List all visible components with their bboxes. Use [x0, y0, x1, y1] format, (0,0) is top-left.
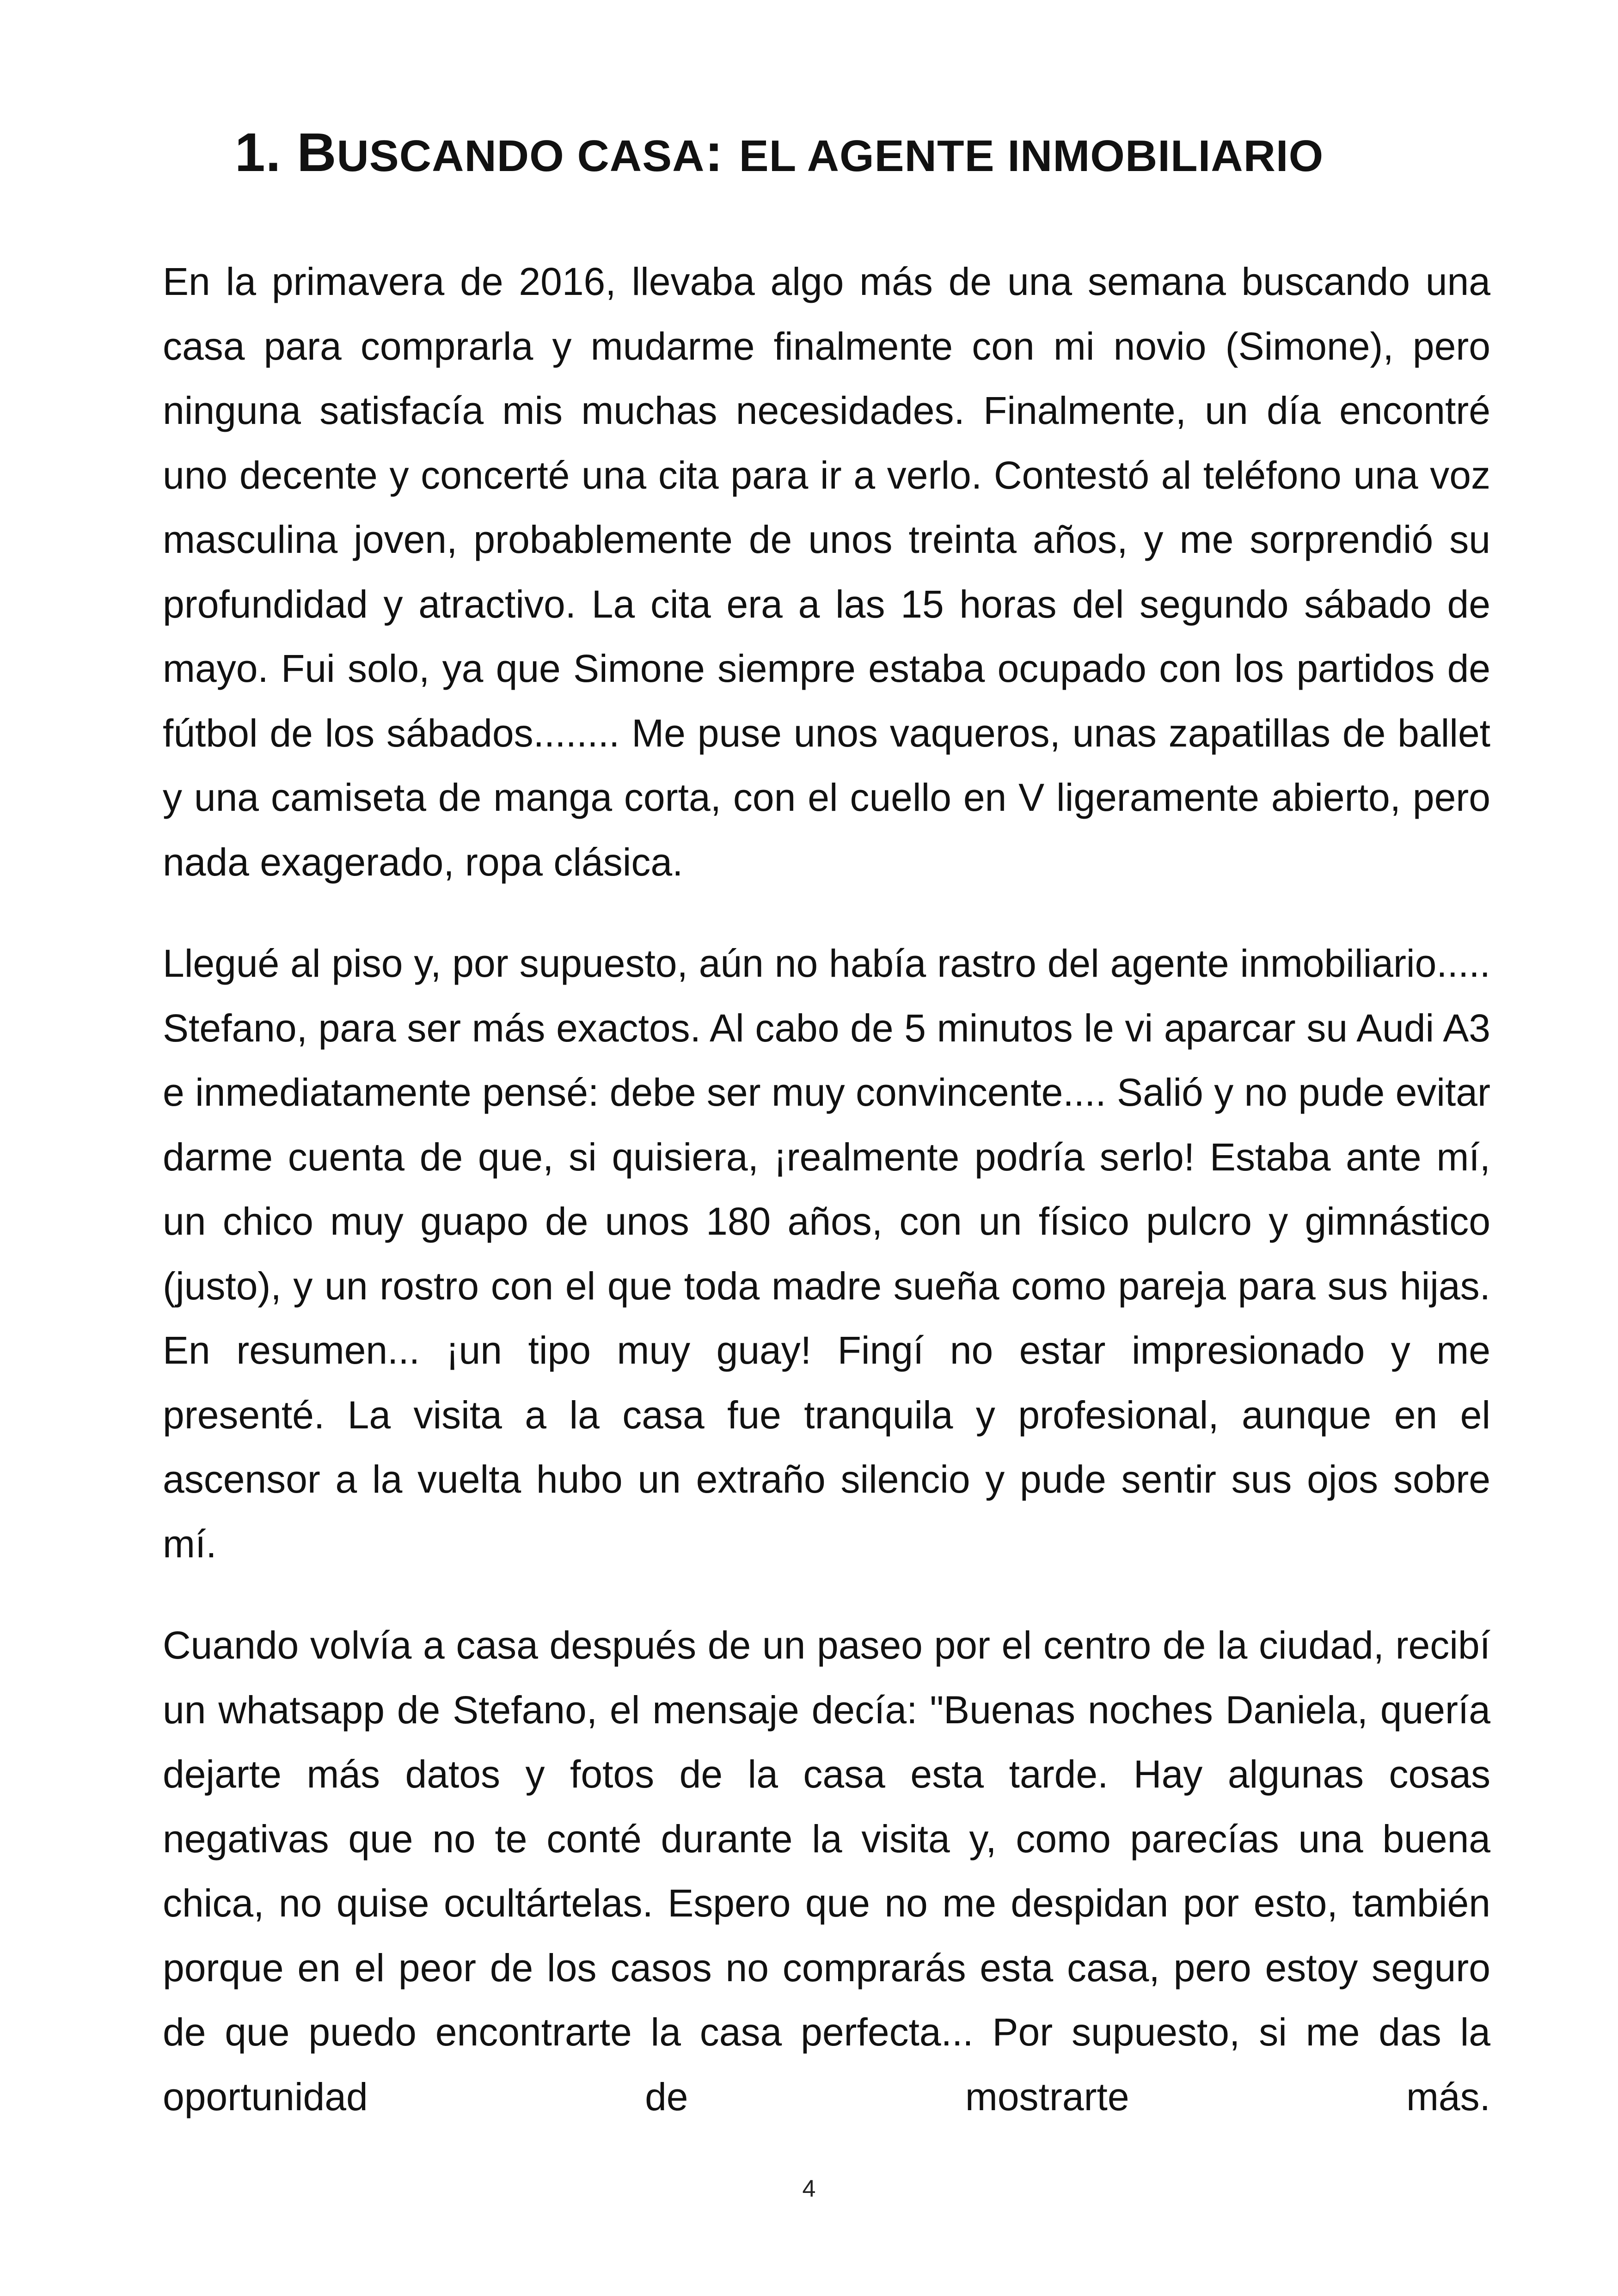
chapter-title-part-2: EL AGENTE INMOBILIARIO: [739, 131, 1324, 181]
chapter-title-separator: :: [705, 122, 723, 183]
body-paragraph-1: En la primavera de 2016, llevaba algo más de una semana buscando una casa para comprarla y mudarme finalmente con mi novio (Simone), pero ninguna satisfacía mis muchas necesidades. Finalmente, un día encontré uno decente y concerté una cita para ir a verlo. Contestó al teléfono una voz masculina joven, probablemente de unos treinta años, y me sorprendió su profundidad y atractivo. La cita era a las 15 horas del segundo sábado de mayo. Fui solo, ya que Simone siempre estaba ocupado con los partidos de fútbol de los sábados........ Me puse unos vaqueros, unas zapatillas de ballet y una camiseta de manga corta, con el cuello en V ligeramente abierto, pero nada exagerado, ropa clásica.: [163, 260, 1490, 884]
chapter-title: [235, 118, 1324, 191]
body-paragraph-3: Cuando volvía a casa después de un paseo por el centro de la ciudad, recibí un whatsapp de Stefano, el mensaje decía: "Buenas noches Daniela, quería dejarte más datos y fotos de la casa esta tarde. Hay algunas cosas negativas que no te conté durante la visita y, como parecías una buena chica, no quise ocultártelas. Espero que no me despidan por esto, también porque en el peor de los casos no comprarás esta casa, pero estoy seguro de que puedo encontrarte la casa perfecta... Por supuesto, si me das la oportunidad de mostrarte más.: [163, 1623, 1490, 2118]
page-number: 4: [802, 2175, 816, 2202]
body-paragraph-2: Llegué al piso y, por supuesto, aún no había rastro del agente inmobiliario..... Stefano, para ser más exactos. Al cabo de 5 minutos le vi aparcar su Audi A3 e inmediatamente pensé: debe ser muy convincente.... Salió y no pude evitar darme cuenta de que, si quisiera, ¡realmente podría serlo! Estaba ante mí, un chico muy guapo de unos 180 años, con un físico pulcro y gimnástico (justo), y un rostro con el que toda madre sueña como pareja para sus hijas. En resumen... ¡un tipo muy guay! Fingí no estar impresionado y me presenté. La visita a la casa fue tranquila y profesional, aunque en el ascensor a la vuelta hubo un extraño silencio y pude sentir sus ojos sobre mí.: [163, 942, 1490, 1566]
chapter-title-part-1: USCANDO CASA: [337, 131, 705, 181]
chapter-number: 1.: [235, 122, 282, 183]
chapter-title-initial: B: [297, 122, 337, 183]
